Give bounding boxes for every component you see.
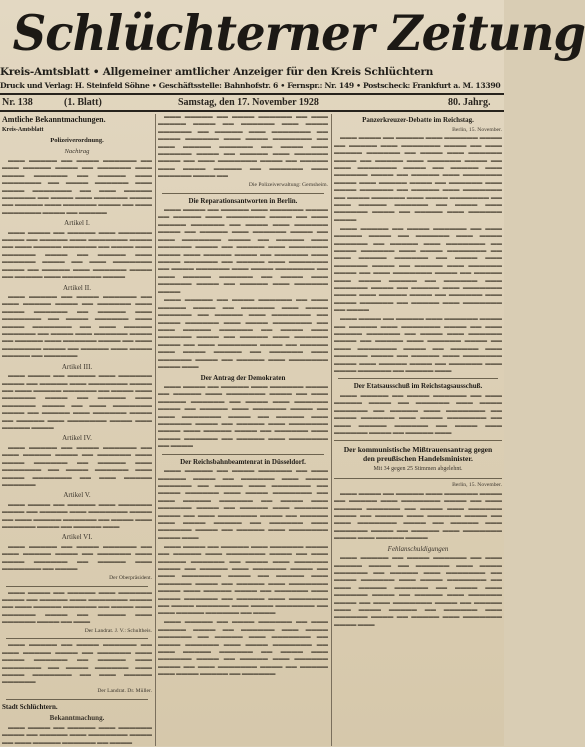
body-text: ▬▬▬ ▬▬▬▬▬ ▬▬ ▬▬▬▬ ▬▬▬▬▬▬ ▬▬ ▬▬▬ ▬▬▬▬▬ ▬▬▬▬ ▬▬ ▬▬▬▬▬▬ ▬▬▬ ▬▬▬▬ ▬▬▬▬▬▬ ▬▬ ▬▬▬▬▬ ▬▬▬ ▬▬▬▬▬▬▬ ▬▬ ▬▬▬▬ ▬▬▬▬▬▬ ▬▬▬ ▬▬▬▬ ▬▬▬▬▬▬▬ ▬▬ ▬▬▬ ▬▬▬▬▬ ▬▬▬▬▬▬: [2, 444, 152, 488]
signature: Die Polizeiverwaltung: Gernsheim.: [248, 182, 328, 189]
supplement-heading: Nachtrag: [64, 147, 90, 155]
column-rule-1: [155, 114, 156, 746]
article-1-heading: Artikel I.: [64, 219, 90, 228]
body-text: ▬▬▬ ▬▬▬▬ ▬▬ ▬▬▬▬▬ ▬▬▬ ▬▬▬▬▬▬ ▬▬▬▬ ▬▬ ▬▬▬▬▬ ▬▬▬ ▬▬▬▬▬▬▬ ▬▬▬▬ ▬▬ ▬▬▬ ▬▬▬▬▬ ▬▬▬▬▬▬ ▬▬ ▬▬▬▬ ▬▬▬ ▬▬▬▬▬▬ ▬▬▬▬ ▬▬ ▬▬▬▬▬ ▬▬▬ ▬▬▬▬▬▬ ▬▬▬▬ ▬▬ ▬▬▬ ▬▬▬▬▬▬▬ ▬▬▬▬ ▬▬ ▬▬▬▬▬ ▬▬▬ ▬▬▬▬▬▬ ▬▬▬▬ ▬▬ ▬▬▬▬▬ ▬▬▬ ▬▬▬▬▬▬▬ ▬▬▬▬ ▬▬▬ ▬▬▬▬▬ ▬▬▬▬: [334, 490, 502, 542]
masthead: [0, 0, 585, 66]
masthead-subtitle-1: Kreis-Amtsblatt • Allgemeiner amtlicher Anzeiger für den Kreis Schlüchtern: [0, 66, 434, 78]
divider: [6, 638, 148, 639]
masthead-title: Schlüchterner Zeitung: [12, 4, 585, 62]
divider: [162, 193, 324, 194]
divider: [338, 378, 498, 379]
announcement-heading: Bekanntmachung.: [49, 714, 105, 723]
body-text: ▬▬▬ ▬▬▬▬ ▬▬ ▬▬▬▬▬ ▬▬▬ ▬▬▬▬▬▬ ▬▬▬▬ ▬▬ ▬▬▬▬▬ ▬▬▬ ▬▬▬▬▬▬▬ ▬▬▬▬ ▬▬ ▬▬▬ ▬▬▬▬▬ ▬▬▬▬▬▬ ▬▬ ▬▬▬▬ ▬▬▬ ▬▬▬▬▬▬ ▬▬▬▬ ▬▬ ▬▬▬▬▬ ▬▬▬ ▬▬▬▬▬▬ ▬▬▬▬ ▬▬ ▬▬▬ ▬▬▬▬▬▬▬ ▬▬▬▬ ▬▬ ▬▬▬▬▬ ▬▬▬ ▬▬▬▬▬▬ ▬▬▬▬ ▬▬ ▬▬▬▬▬ ▬▬▬ ▬▬▬▬▬▬▬ ▬▬▬▬ ▬▬▬ ▬▬▬▬▬ ▬▬▬▬ ▬▬ ▬▬▬▬▬▬ ▬▬▬ ▬▬▬▬ ▬▬▬▬▬▬ ▬▬ ▬▬▬▬▬ ▬▬▬ ▬▬▬▬▬▬▬ ▬▬ ▬▬▬▬ ▬▬▬▬▬▬ ▬▬▬ ▬▬▬▬ ▬▬▬▬▬▬▬ ▬▬ ▬▬▬ ▬▬▬▬▬ ▬▬▬▬▬▬ ▬▬ ▬▬▬▬ ▬▬▬ ▬▬▬▬▬▬ ▬▬▬▬ ▬▬ ▬▬▬▬▬ ▬▬▬ ▬▬▬▬▬▬ ▬▬▬▬: [158, 207, 328, 295]
sheet-label: (1. Blatt): [64, 97, 102, 108]
article-heading-panzerkreuzer: Panzerkreuzer-Debatte im Reichstag.: [362, 116, 474, 124]
volume-year: 80. Jahrg.: [448, 97, 491, 108]
dateline-place: Berlin, 15. November.: [452, 481, 502, 488]
town-heading: Stadt Schlüchtern.: [2, 702, 58, 711]
article-6-heading: Artikel VI.: [61, 533, 93, 542]
column-official-notices: [2, 114, 152, 746]
divider: [162, 454, 324, 455]
body-text: ▬▬▬ ▬▬▬▬ ▬▬ ▬▬▬▬▬ ▬▬▬ ▬▬▬▬▬▬ ▬▬▬▬ ▬▬ ▬▬▬▬▬ ▬▬▬ ▬▬▬▬▬▬▬ ▬▬▬▬ ▬▬ ▬▬▬ ▬▬▬▬▬ ▬▬▬▬▬▬ ▬▬ ▬▬▬▬ ▬▬▬ ▬▬▬▬▬▬ ▬▬▬▬ ▬▬ ▬▬▬▬▬ ▬▬▬ ▬▬▬▬▬▬ ▬▬▬▬ ▬▬ ▬▬▬ ▬▬▬▬▬▬▬ ▬▬▬▬ ▬▬ ▬▬▬▬▬ ▬▬▬ ▬▬▬▬▬▬ ▬▬▬▬ ▬▬ ▬▬▬▬▬ ▬▬▬ ▬▬▬▬▬▬▬ ▬▬▬▬ ▬▬▬ ▬▬▬▬▬ ▬▬▬▬ ▬▬ ▬▬▬▬▬▬ ▬▬▬ ▬▬▬▬ ▬▬▬▬▬▬ ▬▬ ▬▬▬▬▬ ▬▬▬ ▬▬▬▬▬▬▬ ▬▬ ▬▬▬▬: [158, 384, 328, 450]
dateline: [0, 95, 504, 110]
headline-box: [334, 440, 502, 479]
body-text: ▬▬▬ ▬▬▬▬▬ ▬▬ ▬▬▬▬ ▬▬▬▬▬▬ ▬▬ ▬▬▬ ▬▬▬▬▬ ▬▬▬▬ ▬▬ ▬▬▬▬▬▬ ▬▬▬ ▬▬▬▬ ▬▬▬▬▬▬ ▬▬ ▬▬▬▬▬ ▬▬▬ ▬▬▬▬▬▬▬ ▬▬ ▬▬▬▬ ▬▬▬▬▬▬ ▬▬▬ ▬▬▬▬ ▬▬▬▬▬▬▬ ▬▬ ▬▬▬ ▬▬▬▬▬ ▬▬▬▬▬▬ ▬▬ ▬▬▬▬ ▬▬▬ ▬▬▬▬▬▬ ▬▬▬▬ ▬▬ ▬▬▬▬▬ ▬▬▬ ▬▬▬▬▬▬ ▬▬▬▬ ▬▬ ▬▬▬ ▬▬▬▬▬▬▬ ▬▬▬▬ ▬▬ ▬▬▬▬▬ ▬▬▬ ▬▬▬▬ ▬▬▬▬▬ ▬▬ ▬▬▬▬▬▬: [2, 294, 152, 360]
article-5-heading: Artikel V.: [63, 491, 91, 500]
divider: [6, 699, 148, 700]
signature: Der Landrat. Dr. Müller.: [97, 688, 152, 695]
dateline-rule: [0, 110, 504, 112]
body-text: ▬▬▬ ▬▬▬▬ ▬▬ ▬▬▬▬▬ ▬▬▬ ▬▬▬▬▬▬ ▬▬▬▬ ▬▬ ▬▬▬▬▬ ▬▬▬ ▬▬▬▬▬▬▬ ▬▬▬▬ ▬▬ ▬▬▬ ▬▬▬▬▬ ▬▬▬▬▬▬ ▬▬ ▬▬▬▬ ▬▬▬ ▬▬▬▬▬▬ ▬▬▬▬ ▬▬ ▬▬▬▬▬ ▬▬▬ ▬▬▬▬▬▬ ▬▬▬▬ ▬▬ ▬▬▬ ▬▬▬▬▬▬▬ ▬▬▬▬ ▬▬ ▬▬▬▬▬ ▬▬▬ ▬▬▬▬▬▬ ▬▬▬▬ ▬▬ ▬▬▬▬▬ ▬▬▬ ▬▬▬▬▬▬▬ ▬▬▬▬ ▬▬▬ ▬▬▬▬▬ ▬▬▬▬ ▬▬ ▬▬▬▬▬▬ ▬▬▬ ▬▬▬▬ ▬▬▬▬▬▬ ▬▬ ▬▬▬▬▬ ▬▬▬: [334, 316, 502, 374]
article-2-heading: Artikel II.: [63, 283, 91, 292]
body-text: ▬▬▬ ▬▬▬▬▬ ▬▬ ▬▬▬▬ ▬▬▬▬▬▬ ▬▬ ▬▬▬ ▬▬▬▬▬ ▬▬▬▬ ▬▬ ▬▬▬▬▬▬ ▬▬▬ ▬▬▬▬ ▬▬▬▬▬▬ ▬▬ ▬▬▬▬▬ ▬▬▬ ▬▬▬▬▬▬▬ ▬▬ ▬▬▬▬ ▬▬▬▬▬▬ ▬▬▬ ▬▬▬▬ ▬▬▬▬▬▬▬ ▬▬ ▬▬▬ ▬▬▬▬▬ ▬▬▬▬▬▬ ▬▬ ▬▬▬▬ ▬▬▬ ▬▬▬▬▬▬ ▬▬▬▬ ▬▬ ▬▬▬▬▬ ▬▬▬ ▬▬▬▬▬▬ ▬▬▬▬ ▬▬ ▬▬▬ ▬▬▬▬▬▬▬ ▬▬▬▬ ▬▬ ▬▬▬▬▬ ▬▬▬ ▬▬▬▬ ▬▬▬▬▬ ▬▬ ▬▬▬▬▬▬ ▬▬▬ ▬▬▬▬▬▬ ▬▬▬▬ ▬▬ ▬▬▬▬▬ ▬▬▬ ▬▬▬▬▬▬▬ ▬▬▬▬ ▬▬▬: [158, 468, 328, 541]
body-text: ▬▬▬ ▬▬▬▬ ▬▬ ▬▬▬▬▬ ▬▬▬ ▬▬▬▬▬▬ ▬▬▬▬ ▬▬ ▬▬▬▬▬ ▬▬▬ ▬▬▬▬▬▬▬ ▬▬▬▬ ▬▬ ▬▬▬ ▬▬▬▬▬ ▬▬▬▬▬▬ ▬▬ ▬▬▬▬: [2, 724, 152, 746]
article-heading-etat: Der Etatsausschuß im Reichstagsausschuß.: [353, 382, 483, 391]
body-text: ▬▬▬ ▬▬▬▬ ▬▬ ▬▬▬▬▬ ▬▬▬ ▬▬▬▬▬▬ ▬▬▬▬ ▬▬ ▬▬▬▬▬ ▬▬▬ ▬▬▬▬▬▬▬ ▬▬▬▬ ▬▬ ▬▬▬ ▬▬▬▬▬ ▬▬▬▬▬▬ ▬▬ ▬▬▬▬ ▬▬▬ ▬▬▬▬▬▬ ▬▬▬▬ ▬▬ ▬▬▬▬▬ ▬▬▬ ▬▬▬▬▬▬ ▬▬▬▬ ▬▬ ▬▬▬ ▬▬▬▬▬▬▬ ▬▬▬▬ ▬▬ ▬▬▬▬▬ ▬▬▬ ▬▬▬▬▬▬ ▬▬▬▬ ▬▬ ▬▬▬▬▬ ▬▬▬ ▬▬▬▬▬▬▬ ▬▬▬▬ ▬▬▬ ▬▬▬▬▬ ▬▬▬▬ ▬▬ ▬▬▬▬▬▬ ▬▬▬ ▬▬▬▬ ▬▬▬▬▬▬ ▬▬ ▬▬▬▬▬ ▬▬▬ ▬▬▬▬▬▬▬ ▬▬ ▬▬▬▬ ▬▬▬▬▬▬ ▬▬▬ ▬▬▬▬ ▬▬▬▬▬▬▬ ▬▬ ▬▬▬ ▬▬▬▬▬ ▬▬▬▬▬▬ ▬▬ ▬▬▬▬ ▬▬▬ ▬▬▬▬▬▬ ▬▬▬▬ ▬▬ ▬▬▬▬▬ ▬▬▬ ▬▬▬▬▬▬ ▬▬▬▬: [334, 135, 502, 223]
body-text: ▬▬▬ ▬▬▬▬▬ ▬▬ ▬▬▬▬ ▬▬▬▬▬▬ ▬▬ ▬▬▬ ▬▬▬▬▬ ▬▬▬▬ ▬▬ ▬▬▬▬▬▬ ▬▬▬ ▬▬▬▬ ▬▬▬▬▬▬ ▬▬ ▬▬▬▬▬ ▬▬▬ ▬▬▬▬▬▬▬ ▬▬ ▬▬▬▬ ▬▬▬▬▬▬ ▬▬▬ ▬▬▬▬ ▬▬▬▬▬▬▬ ▬▬ ▬▬▬ ▬▬▬▬▬ ▬▬▬▬▬▬ ▬▬ ▬▬▬▬ ▬▬▬ ▬▬▬▬▬▬ ▬▬▬▬ ▬▬ ▬▬▬▬▬ ▬▬▬ ▬▬▬▬▬▬ ▬▬▬▬ ▬▬ ▬▬▬ ▬▬▬▬▬▬▬ ▬▬▬▬ ▬▬ ▬▬▬▬▬ ▬▬▬ ▬▬▬▬ ▬▬▬▬▬ ▬▬ ▬▬▬▬▬▬ ▬▬▬ ▬▬▬▬▬▬ ▬▬▬▬ ▬▬ ▬▬▬▬▬ ▬▬▬ ▬▬▬▬▬▬▬ ▬▬▬▬ ▬▬▬: [334, 555, 502, 628]
column-rule-2: [331, 114, 332, 746]
article-4-heading: Artikel IV.: [62, 434, 92, 443]
section-heading: Amtliche Bekanntmachungen.: [2, 115, 106, 124]
masthead-subtitle-2: Druck und Verlag: H. Steinfeld Söhne • Geschäftsstelle: Bahnhofstr. 6 • Fernspr.: Nr. 149 • Postscheck: Frankfurt a. M. 13390: [0, 81, 501, 90]
body-text: ▬▬▬ ▬▬▬▬▬ ▬▬ ▬▬▬▬ ▬▬▬▬▬▬ ▬▬ ▬▬▬ ▬▬▬▬▬ ▬▬▬▬ ▬▬ ▬▬▬▬▬▬ ▬▬▬ ▬▬▬▬ ▬▬▬▬▬▬ ▬▬ ▬▬▬▬▬ ▬▬▬ ▬▬▬▬▬▬▬ ▬▬ ▬▬▬▬ ▬▬▬▬▬▬ ▬▬▬ ▬▬▬▬ ▬▬▬▬▬▬▬ ▬▬ ▬▬▬ ▬▬▬▬▬ ▬▬▬▬▬▬ ▬▬ ▬▬▬▬ ▬▬▬ ▬▬▬▬▬▬ ▬▬▬▬ ▬▬ ▬▬▬▬▬ ▬▬▬ ▬▬▬▬▬▬ ▬▬▬▬ ▬▬ ▬▬▬ ▬▬▬▬▬▬▬ ▬▬▬▬ ▬▬ ▬▬▬▬▬ ▬▬▬ ▬▬▬▬ ▬▬▬▬▬ ▬▬ ▬▬▬▬▬▬ ▬▬▬ ▬▬▬▬▬▬ ▬▬▬▬ ▬▬ ▬▬▬▬▬ ▬▬▬ ▬▬▬▬▬▬▬ ▬▬▬▬ ▬▬▬: [158, 297, 328, 371]
body-text: ▬▬▬ ▬▬▬▬▬ ▬▬ ▬▬▬▬ ▬▬▬▬▬▬ ▬▬ ▬▬▬ ▬▬▬▬▬ ▬▬▬▬ ▬▬ ▬▬▬▬▬▬ ▬▬▬ ▬▬▬▬ ▬▬▬▬▬▬ ▬▬ ▬▬▬▬▬ ▬▬▬ ▬▬▬▬▬▬▬ ▬▬ ▬▬▬▬: [2, 543, 152, 573]
article-heading-reparations: Die Reparationsantworten in Berlin.: [188, 196, 298, 205]
regulation-heading: Polizeiverordnung.: [50, 136, 104, 144]
body-text: ▬▬▬ ▬▬▬▬▬ ▬▬ ▬▬▬▬ ▬▬▬▬▬▬ ▬▬ ▬▬▬ ▬▬▬▬▬ ▬▬▬▬ ▬▬ ▬▬▬▬▬▬ ▬▬▬ ▬▬▬▬ ▬▬▬▬▬▬ ▬▬ ▬▬▬▬▬ ▬▬▬ ▬▬▬▬▬▬▬ ▬▬ ▬▬▬▬ ▬▬▬▬▬▬ ▬▬▬ ▬▬▬▬ ▬▬▬▬▬▬▬ ▬▬ ▬▬▬ ▬▬▬▬▬ ▬▬▬▬▬▬ ▬▬ ▬▬▬▬ ▬▬▬ ▬▬▬▬▬▬ ▬▬▬▬ ▬▬ ▬▬▬▬▬ ▬▬▬ ▬▬▬▬▬▬ ▬▬▬▬ ▬▬ ▬▬▬ ▬▬▬▬▬▬▬ ▬▬▬▬ ▬▬ ▬▬▬▬▬ ▬▬▬ ▬▬▬▬ ▬▬▬▬▬ ▬▬ ▬▬▬▬▬▬ ▬▬▬ ▬▬▬▬▬▬ ▬▬▬▬ ▬▬ ▬▬▬▬▬ ▬▬▬ ▬▬▬▬▬▬▬ ▬▬▬▬ ▬▬▬ ▬▬▬▬▬ ▬▬▬▬ ▬▬ ▬▬▬▬▬▬ ▬▬▬ ▬▬▬▬ ▬▬▬▬▬▬ ▬▬ ▬▬▬▬▬ ▬▬▬ ▬▬▬▬▬▬▬ ▬▬ ▬▬▬▬: [334, 225, 502, 314]
body-text: ▬▬▬ ▬▬▬▬ ▬▬ ▬▬▬▬▬ ▬▬▬ ▬▬▬▬▬▬ ▬▬▬▬ ▬▬ ▬▬▬▬▬ ▬▬▬ ▬▬▬▬▬▬▬ ▬▬▬▬ ▬▬ ▬▬▬ ▬▬▬▬▬ ▬▬▬▬▬▬ ▬▬ ▬▬▬▬ ▬▬▬ ▬▬▬▬▬▬ ▬▬▬▬ ▬▬ ▬▬▬▬▬ ▬▬▬: [2, 501, 152, 531]
column-reichstag: [334, 114, 502, 746]
body-text: ▬▬▬ ▬▬▬▬ ▬▬ ▬▬▬▬▬ ▬▬▬ ▬▬▬▬▬▬ ▬▬▬▬ ▬▬ ▬▬▬▬▬ ▬▬▬ ▬▬▬▬▬▬▬ ▬▬▬▬ ▬▬ ▬▬▬ ▬▬▬▬▬ ▬▬▬▬▬▬ ▬▬ ▬▬▬▬ ▬▬▬ ▬▬▬▬▬▬ ▬▬▬▬ ▬▬ ▬▬▬▬▬ ▬▬▬ ▬▬▬▬▬▬ ▬▬▬▬ ▬▬ ▬▬▬ ▬▬▬▬▬▬▬ ▬▬▬▬ ▬▬ ▬▬▬▬▬ ▬▬▬ ▬▬▬▬▬▬ ▬▬▬▬ ▬▬ ▬▬▬▬▬ ▬▬▬ ▬▬▬▬▬▬▬ ▬▬▬▬: [2, 229, 152, 281]
signature: Der Landrat. J. V.: Schultheis.: [84, 628, 152, 635]
signature: Der Oberpräsident.: [109, 575, 152, 582]
section-label: Kreis-Amtsblatt: [2, 126, 44, 133]
body-text: ▬▬▬ ▬▬▬▬▬ ▬▬ ▬▬▬▬ ▬▬▬▬▬▬ ▬▬ ▬▬▬ ▬▬▬▬▬ ▬▬▬▬ ▬▬ ▬▬▬▬▬▬ ▬▬▬ ▬▬▬▬ ▬▬▬▬▬▬ ▬▬ ▬▬▬▬▬ ▬▬▬ ▬▬▬▬▬▬▬ ▬▬ ▬▬▬▬ ▬▬▬▬▬▬ ▬▬▬ ▬▬▬▬ ▬▬▬▬▬▬▬ ▬▬ ▬▬▬ ▬▬▬▬▬ ▬▬▬▬▬▬ ▬▬ ▬▬▬▬ ▬▬▬ ▬▬▬▬▬▬ ▬▬▬▬ ▬▬ ▬▬▬▬▬ ▬▬▬: [334, 392, 502, 436]
article-3-heading: Artikel III.: [61, 362, 93, 371]
article-heading-railway: Der Reichsbahnbeamtenrat in Düsseldorf.: [180, 457, 306, 466]
divider: [6, 586, 148, 587]
vote-result: Mit 34 gegen 25 Stimmen abgelehnt.: [373, 466, 463, 473]
issue-number: Nr. 138: [2, 97, 33, 108]
article-heading-democrats: Der Antrag der Demokraten: [200, 373, 286, 382]
body-text: ▬▬▬ ▬▬▬▬▬ ▬▬ ▬▬▬▬ ▬▬▬▬▬▬ ▬▬ ▬▬▬ ▬▬▬▬▬ ▬▬▬▬ ▬▬ ▬▬▬▬▬▬ ▬▬▬ ▬▬▬▬ ▬▬▬▬▬▬ ▬▬ ▬▬▬▬▬ ▬▬▬ ▬▬▬▬▬▬▬ ▬▬ ▬▬▬▬ ▬▬▬▬▬▬ ▬▬▬ ▬▬▬▬ ▬▬▬▬▬▬▬ ▬▬ ▬▬▬ ▬▬▬▬▬ ▬▬▬▬▬▬: [2, 642, 152, 686]
subsection-heading: Fehlanschuldigungen: [387, 544, 449, 553]
body-text: ▬▬▬ ▬▬▬▬▬ ▬▬ ▬▬▬▬ ▬▬▬▬▬▬ ▬▬ ▬▬▬ ▬▬▬▬▬ ▬▬▬▬ ▬▬ ▬▬▬▬▬▬ ▬▬▬ ▬▬▬▬ ▬▬▬▬▬▬ ▬▬ ▬▬▬▬▬ ▬▬▬ ▬▬▬▬▬▬▬ ▬▬ ▬▬▬▬ ▬▬▬▬▬▬ ▬▬▬ ▬▬▬▬ ▬▬▬▬▬▬▬ ▬▬ ▬▬▬ ▬▬▬▬▬ ▬▬▬▬▬▬ ▬▬ ▬▬▬▬ ▬▬▬ ▬▬▬▬▬▬ ▬▬▬▬ ▬▬ ▬▬▬▬▬ ▬▬▬ ▬▬▬▬▬▬ ▬▬▬▬ ▬▬ ▬▬▬ ▬▬▬▬▬▬▬ ▬▬▬▬ ▬▬ ▬▬▬▬▬ ▬▬▬ ▬▬▬▬ ▬▬▬▬▬ ▬▬ ▬▬▬▬▬▬: [158, 619, 328, 678]
dateline-place: Berlin, 15. November.: [452, 126, 502, 133]
body-text: ▬▬▬ ▬▬▬▬▬ ▬▬ ▬▬▬▬ ▬▬▬▬▬▬ ▬▬ ▬▬▬ ▬▬▬▬▬ ▬▬▬▬ ▬▬ ▬▬▬▬▬▬ ▬▬▬ ▬▬▬▬ ▬▬▬▬▬▬ ▬▬ ▬▬▬▬▬ ▬▬▬ ▬▬▬▬▬▬▬ ▬▬ ▬▬▬▬ ▬▬▬▬▬▬ ▬▬▬ ▬▬▬▬ ▬▬▬▬▬▬▬ ▬▬ ▬▬▬ ▬▬▬▬▬ ▬▬▬▬▬▬ ▬▬ ▬▬▬▬ ▬▬▬ ▬▬▬▬▬▬ ▬▬▬▬ ▬▬ ▬▬▬▬▬ ▬▬▬ ▬▬▬▬▬▬ ▬▬▬▬ ▬▬ ▬▬▬ ▬▬▬▬▬▬▬ ▬▬▬▬ ▬▬ ▬▬▬▬▬ ▬▬▬ ▬▬▬▬ ▬▬▬▬▬ ▬▬ ▬▬▬▬▬▬ ▬▬▬ ▬▬▬▬▬▬ ▬▬▬▬ ▬▬: [158, 114, 328, 180]
body-text: ▬▬▬ ▬▬▬▬▬ ▬▬ ▬▬▬▬ ▬▬▬▬▬▬ ▬▬ ▬▬▬ ▬▬▬▬▬ ▬▬▬▬ ▬▬ ▬▬▬▬▬▬ ▬▬▬ ▬▬▬▬ ▬▬▬▬▬▬ ▬▬ ▬▬▬▬▬ ▬▬▬ ▬▬▬▬▬▬▬ ▬▬ ▬▬▬▬ ▬▬▬▬▬▬ ▬▬▬ ▬▬▬▬ ▬▬▬▬▬▬▬ ▬▬ ▬▬▬ ▬▬▬▬▬ ▬▬▬▬▬▬ ▬▬ ▬▬▬▬ ▬▬▬ ▬▬▬▬▬▬ ▬▬▬▬ ▬▬ ▬▬▬▬▬ ▬▬▬ ▬▬▬▬▬▬ ▬▬▬▬ ▬▬ ▬▬▬ ▬▬▬▬▬▬▬ ▬▬▬▬ ▬▬ ▬▬▬▬▬: [2, 157, 152, 216]
body-text: ▬▬▬ ▬▬▬▬ ▬▬ ▬▬▬▬▬ ▬▬▬ ▬▬▬▬▬▬ ▬▬▬▬ ▬▬ ▬▬▬▬▬ ▬▬▬ ▬▬▬▬▬▬▬ ▬▬▬▬ ▬▬ ▬▬▬ ▬▬▬▬▬ ▬▬▬▬▬▬ ▬▬ ▬▬▬▬ ▬▬▬ ▬▬▬▬▬▬ ▬▬▬▬ ▬▬ ▬▬▬▬▬ ▬▬▬ ▬▬▬▬▬▬ ▬▬▬▬ ▬▬ ▬▬▬: [2, 589, 152, 626]
body-text: ▬▬▬ ▬▬▬▬ ▬▬ ▬▬▬▬▬ ▬▬▬ ▬▬▬▬▬▬ ▬▬▬▬ ▬▬ ▬▬▬▬▬ ▬▬▬ ▬▬▬▬▬▬▬ ▬▬▬▬ ▬▬ ▬▬▬ ▬▬▬▬▬ ▬▬▬▬▬▬ ▬▬ ▬▬▬▬ ▬▬▬ ▬▬▬▬▬▬ ▬▬▬▬ ▬▬ ▬▬▬▬▬ ▬▬▬ ▬▬▬▬▬▬ ▬▬▬▬ ▬▬ ▬▬▬ ▬▬▬▬▬▬▬ ▬▬▬▬ ▬▬ ▬▬▬▬▬ ▬▬▬ ▬▬▬▬▬▬ ▬▬▬▬ ▬▬ ▬▬▬▬▬ ▬▬▬ ▬▬▬▬▬▬▬ ▬▬▬▬ ▬▬▬ ▬▬▬▬▬ ▬▬▬▬: [2, 373, 152, 431]
article-heading-no-confidence: Der kommunistische Mißtrauensantrag gegen den preußischen Handelsminister.: [343, 445, 493, 464]
column-politics: [158, 114, 328, 746]
issue-date: Samstag, den 17. November 1928: [178, 97, 319, 108]
body-text: ▬▬▬ ▬▬▬▬ ▬▬ ▬▬▬▬▬ ▬▬▬ ▬▬▬▬▬▬ ▬▬▬▬ ▬▬ ▬▬▬▬▬ ▬▬▬ ▬▬▬▬▬▬▬ ▬▬▬▬ ▬▬ ▬▬▬ ▬▬▬▬▬ ▬▬▬▬▬▬ ▬▬ ▬▬▬▬ ▬▬▬ ▬▬▬▬▬▬ ▬▬▬▬ ▬▬ ▬▬▬▬▬ ▬▬▬ ▬▬▬▬▬▬ ▬▬▬▬ ▬▬ ▬▬▬ ▬▬▬▬▬▬▬ ▬▬▬▬ ▬▬ ▬▬▬▬▬ ▬▬▬ ▬▬▬▬▬▬ ▬▬▬▬ ▬▬ ▬▬▬▬▬ ▬▬▬ ▬▬▬▬▬▬▬ ▬▬▬▬ ▬▬▬ ▬▬▬▬▬ ▬▬▬▬ ▬▬ ▬▬▬▬▬▬ ▬▬▬ ▬▬▬▬ ▬▬▬▬▬▬ ▬▬ ▬▬▬▬▬ ▬▬▬ ▬▬▬▬▬▬▬ ▬▬ ▬▬▬▬ ▬▬▬▬▬▬ ▬▬▬ ▬▬▬▬ ▬▬▬▬▬▬▬ ▬▬ ▬▬▬ ▬▬▬▬▬ ▬▬▬▬▬▬ ▬▬ ▬▬▬▬: [158, 543, 328, 617]
